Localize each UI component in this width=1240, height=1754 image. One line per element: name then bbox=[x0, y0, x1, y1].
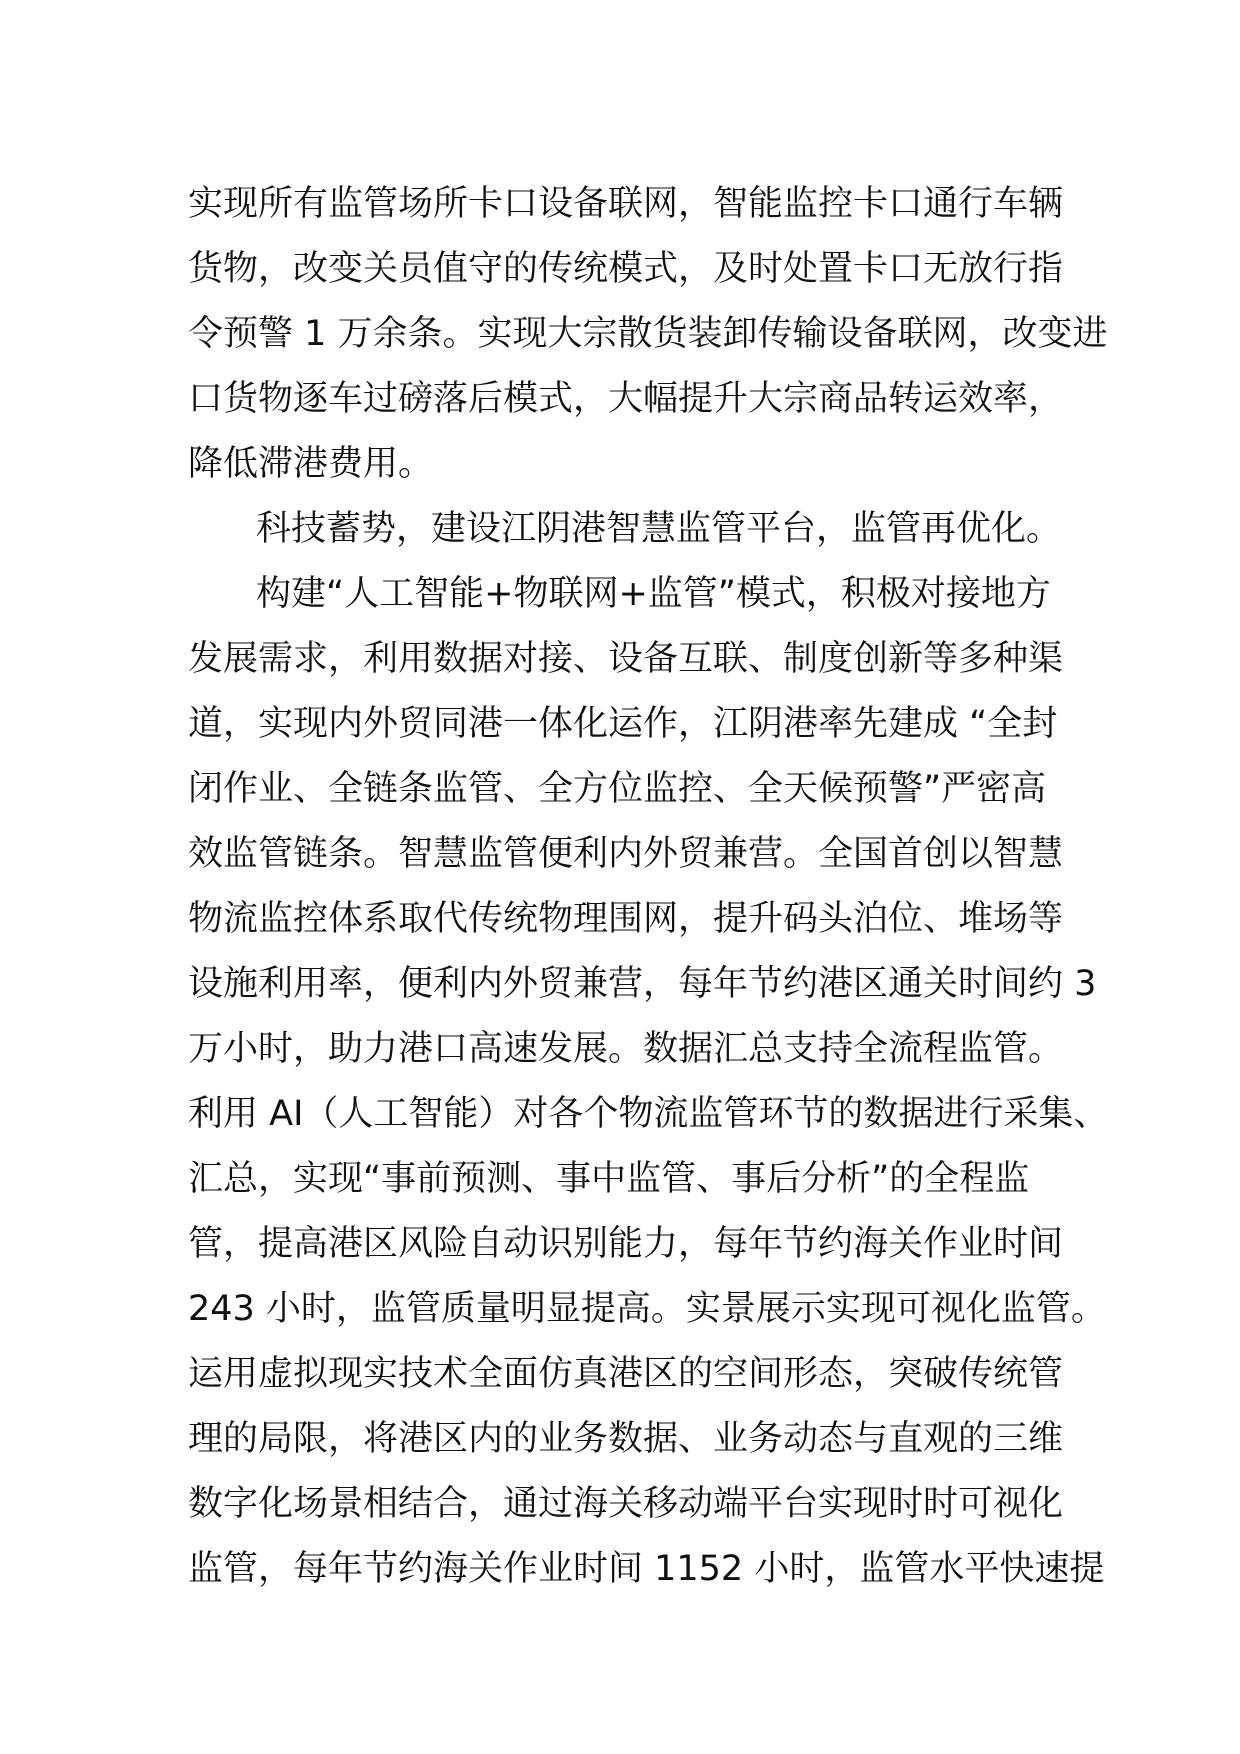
text-line: 设施利用率，便利内外贸兼营，每年节约港区通关时间约 3 bbox=[188, 964, 1097, 1004]
body-text bbox=[188, 172, 1109, 1602]
section-heading-line: 科技蓄势，建设江阴港智慧监管平台，监管再优化。 bbox=[256, 509, 1062, 549]
text-line: 243 小时，监管质量明显提高。实景展示实现可视化监管。 bbox=[188, 1289, 1106, 1329]
text-line: 令预警 1 万余条。实现大宗散货装卸传输设备联网，改变进 bbox=[188, 314, 1108, 354]
text-line: 管，提高港区风险自动识别能力，每年节约海关作业时间 bbox=[188, 1224, 1064, 1264]
text-line: 物流监控体系取代传统物理围网，提升码头泊位、堆场等 bbox=[188, 899, 1064, 939]
text-line: 效监管链条。智慧监管便利内外贸兼营。全国首创以智慧 bbox=[188, 834, 1064, 874]
text-line: 发展需求，利用数据对接、设备互联、制度创新等多种渠 bbox=[188, 639, 1064, 679]
text-line: 道，实现内外贸同港一体化运作，江阴港率先建成 “全封 bbox=[188, 704, 1058, 744]
text-line: 数字化场景相结合，通过海关移动端平台实现时时可视化 bbox=[188, 1484, 1064, 1524]
text-line: 降低滞港费用。 bbox=[188, 444, 434, 484]
text-line: 闭作业、全链条监管、全方位监控、全天候预警”严密高 bbox=[188, 769, 1047, 809]
text-line: 利用 AI（人工智能）对各个物流监管环节的数据进行采集、 bbox=[188, 1094, 1109, 1134]
text-line: 货物，改变关员值守的传统模式，及时处置卡口无放行指 bbox=[188, 249, 1064, 289]
text-line: 万小时，助力港口高速发展。数据汇总支持全流程监管。 bbox=[188, 1029, 1064, 1069]
text-line: 理的局限，将港区内的业务数据、业务动态与直观的三维 bbox=[188, 1419, 1064, 1459]
text-line: 汇总，实现“事前预测、事中监管、事后分析”的全程监 bbox=[188, 1159, 1030, 1199]
text-line: 监管，每年节约海关作业时间 1152 小时，监管水平快速提 bbox=[188, 1549, 1105, 1589]
text-line: 运用虚拟现实技术全面仿真港区的空间形态，突破传统管 bbox=[188, 1354, 1064, 1394]
paragraph-start-line: 构建“人工智能+物联网+监管”模式，积极对接地方 bbox=[256, 574, 1051, 614]
text-line: 实现所有监管场所卡口设备联网，智能监控卡口通行车辆 bbox=[188, 184, 1064, 224]
text-line: 口货物逐车过磅落后模式，大幅提升大宗商品转运效率， bbox=[188, 379, 1064, 419]
